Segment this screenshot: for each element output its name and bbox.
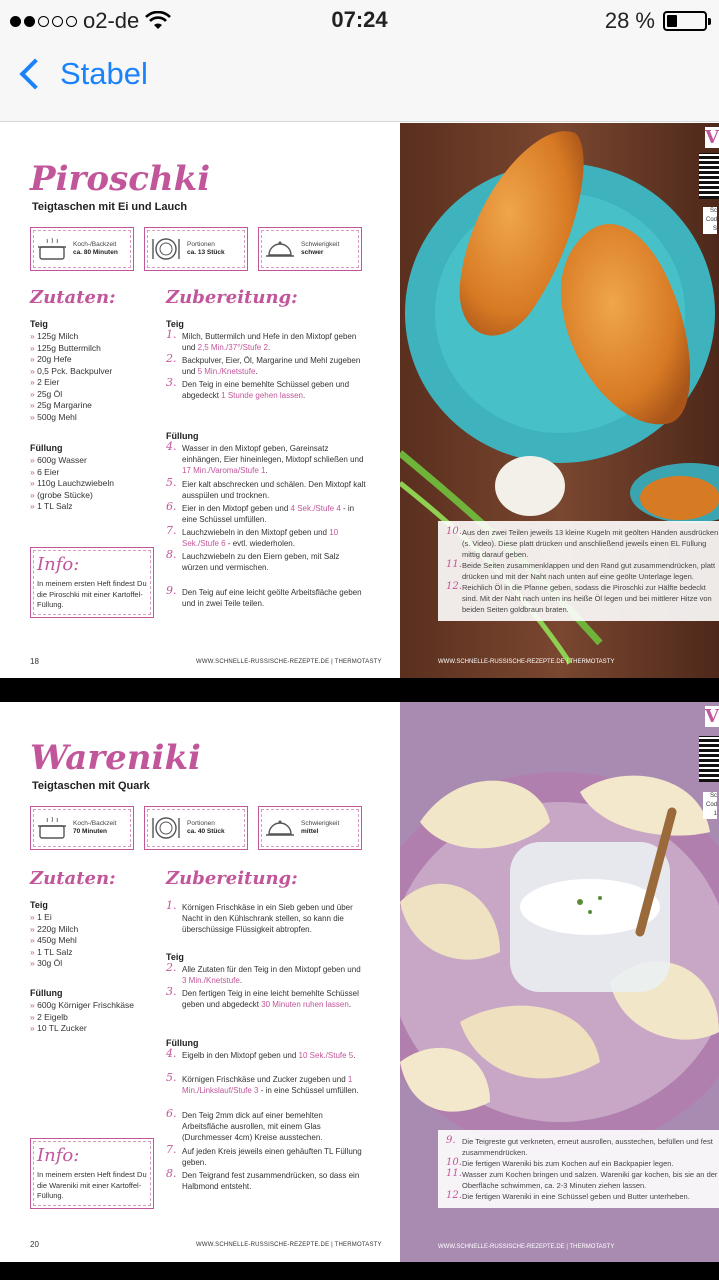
recipe-title: Wareniki <box>30 738 201 778</box>
ingredient-item: » 125g Milch <box>30 331 160 343</box>
ingredient-item: » 450g Mehl <box>30 935 160 947</box>
step-text-part: Den fertigen Teig in eine leicht bemehlte Schüssel geben und abgedeckt <box>182 989 359 1009</box>
step-number: 8. <box>166 548 177 561</box>
recipe-step <box>166 548 366 573</box>
step-text <box>182 479 366 501</box>
back-button[interactable] <box>14 56 148 92</box>
ingredient-item: » (grobe Stücke) <box>30 490 160 502</box>
step-number: 10. <box>446 526 462 537</box>
step-group-title: Teig <box>166 952 184 962</box>
step-text: Beide Seiten zusammenklappen und den Rand gut zusammendrücken, platt drücken und mit der Naht nach unten auf eine geölte Unterlage legen. <box>462 561 716 581</box>
step-text: Reichlich Öl in die Pfanne geben, sodass die Piroschki zur Hälfte bedeckt sind. Mit der Naht nach unten ins heiße Öl legen und bei mittlerer Hitze von beiden Seiten goldbraun braten. <box>462 583 712 614</box>
recipe-step <box>446 527 719 560</box>
recipe-step <box>166 376 366 401</box>
qr-caption-line: S <box>712 226 717 232</box>
qr-heading: V <box>705 706 719 727</box>
recipe-step <box>166 500 366 525</box>
recipe-step <box>446 1191 719 1202</box>
qr-code-icon[interactable] <box>699 153 719 199</box>
recipe-subtitle: Teigtaschen mit Ei und Lauch <box>32 201 188 213</box>
step-number: 11. <box>446 559 462 570</box>
info-box-portions <box>144 806 248 850</box>
qr-caption <box>703 207 717 234</box>
step-number: 12. <box>446 1190 462 1201</box>
ingredient-item: » 600g Wasser <box>30 455 160 467</box>
battery-percent: 28 % <box>604 8 655 33</box>
step-setting: 17 Min./Varoma/Stufe 1 <box>182 466 266 475</box>
step-number: 5. <box>166 1071 177 1084</box>
ingredient-item: » 0,5 Pck. Backpulver <box>30 366 160 378</box>
step-text-part: Den Teig 2mm dick auf einer bemehlten Arbeitsfläche ausrollen, mit einem Glas (Durchmesser 4cm) Kreise ausstechen. <box>182 1111 323 1142</box>
status-bar <box>0 0 719 40</box>
info-value: ca. 13 Stück <box>187 249 225 256</box>
step-text-part: Lauchzwiebeln in den Mixtopf geben und <box>182 528 330 537</box>
step-number: 4. <box>166 1047 177 1060</box>
step-number: 1. <box>166 899 177 912</box>
step-group-title: Füllung <box>166 431 199 441</box>
page-number: 20 <box>30 1240 39 1249</box>
info-box <box>30 547 154 618</box>
step-text <box>182 964 366 986</box>
step-number: 9. <box>166 584 177 597</box>
qr-caption-line: Cod <box>705 217 717 223</box>
step-number: 10. <box>446 1157 462 1168</box>
ingredient-item: » 1 TL Salz <box>30 501 160 513</box>
step-setting: 2,5 Min./37°/Stufe 2 <box>197 343 268 352</box>
info-value: 70 Minuten <box>73 828 107 835</box>
step-setting: 10 Sek./Stufe 6 <box>182 528 339 548</box>
ingredient-list <box>30 331 160 423</box>
step-number: 6. <box>166 500 177 513</box>
step-text-part: . <box>353 1051 356 1060</box>
ingredient-list <box>30 1000 160 1035</box>
step-text-part: . <box>239 976 243 985</box>
page-separator <box>0 1262 719 1280</box>
info-box-time <box>30 227 134 271</box>
info-value: mittel <box>301 828 319 835</box>
ingredient-item: » 220g Milch <box>30 924 160 936</box>
recipe-step <box>166 899 366 935</box>
info-value: schwer <box>301 249 324 256</box>
step-text-part: Körnigen Frischkäse in ein Sieb geben und über Nacht in den Kühlschrank stellen, so kann die überschüssige Flüssigkeit abtropfen. <box>182 903 353 934</box>
info-value: ca. 80 Minuten <box>73 249 118 256</box>
recipe-title: Piroschki <box>30 159 211 199</box>
step-number: 11. <box>446 1168 462 1179</box>
step-text <box>182 503 366 525</box>
step-text <box>182 551 366 573</box>
step-text <box>182 443 366 476</box>
ingredient-list <box>30 912 160 970</box>
recipe-photo-wareniki <box>400 702 719 1262</box>
step-number: 5. <box>166 476 177 489</box>
carrier-name: o2-de <box>83 8 140 33</box>
step-text-part: Den Teigrand fest zusammendrücken, so dass ein Halbmond entsteht. <box>182 1171 360 1191</box>
step-text <box>182 902 366 935</box>
step-text <box>182 1110 366 1143</box>
step-text <box>182 331 366 353</box>
step-text: Wasser zum Kochen bringen und salzen. Wareniki gar kochen, bis sie an der Oberfläche schwimmen, ca. 2-3 Minuten ziehen lassen. <box>462 1170 718 1190</box>
qr-caption-line: Sc <box>709 793 717 799</box>
step-text <box>182 527 366 549</box>
ingredient-item: » 10 TL Zucker <box>30 1023 160 1035</box>
qr-caption-line: Sc <box>709 208 717 214</box>
step-setting: 5 Min./Knetstufe <box>197 367 256 376</box>
ingredient-list <box>30 455 160 513</box>
pot-icon <box>37 236 67 262</box>
step-number: 6. <box>166 1107 177 1120</box>
plate-icon <box>151 236 181 262</box>
recipe-step <box>166 524 366 549</box>
step-text <box>182 1170 366 1192</box>
plate-icon <box>151 815 181 841</box>
step-number: 1. <box>166 328 177 341</box>
step-setting: 10 Sek./Stufe 5 <box>298 1051 354 1060</box>
recipe-page-piroschki <box>0 123 719 678</box>
step-text-part: Den Teig auf eine leicht geölte Arbeitsfläche geben und in zwei Teile teilen. <box>182 588 362 608</box>
recipe-step <box>166 961 366 986</box>
battery-level <box>667 15 677 27</box>
ingredient-item: » 500g Mehl <box>30 412 160 424</box>
step-text-part: Alle Zutaten für den Teig in den Mixtopf geben und <box>182 965 361 974</box>
ingredient-item: » 25g Margarine <box>30 400 160 412</box>
recipe-page-wareniki <box>0 702 719 1262</box>
step-number: 12. <box>446 581 462 592</box>
chevron-left-icon <box>19 58 50 89</box>
ingredients-heading: Zutaten: <box>30 868 116 889</box>
step-number: 8. <box>166 1167 177 1180</box>
ingredient-item: » 6 Eier <box>30 467 160 479</box>
ingredient-item: » 2 Eier <box>30 377 160 389</box>
step-text <box>182 587 366 609</box>
info-text: In meinem ersten Heft findest Du die Wareniki mit einer Kartoffel-Füllung. <box>37 1170 147 1200</box>
step-text-part: - in eine Schüssel umfüllen. <box>182 504 355 524</box>
battery-icon <box>663 11 707 31</box>
info-box-difficulty <box>258 806 362 850</box>
ingredient-item: » 1 TL Salz <box>30 947 160 959</box>
recipe-step <box>166 584 366 609</box>
step-text-part: Den Teig in eine bemehlte Schüssel geben und abgedeckt <box>182 380 350 400</box>
recipe-step <box>166 1107 366 1143</box>
step-text-part: Backpulver, Eier, Öl, Margarine und Mehl zugeben und <box>182 356 361 376</box>
step-setting: 4 Sek./Stufe 4 <box>290 504 341 513</box>
info-box-difficulty <box>258 227 362 271</box>
info-value: ca. 40 Stück <box>187 828 225 835</box>
step-text <box>182 1050 366 1061</box>
qr-caption-line: 1 <box>713 811 717 817</box>
recipe-step <box>166 440 366 476</box>
step-text <box>182 1074 366 1096</box>
ingredient-item: » 1 Ei <box>30 912 160 924</box>
info-label: Portionen <box>187 820 215 827</box>
info-heading: Info: <box>37 554 80 575</box>
step-text <box>182 379 366 401</box>
photo-footer: WWW.SCHNELLE-RUSSISCHE-REZEPTE.DE | THERMOTASTY <box>438 659 615 665</box>
page-number: 18 <box>30 657 39 666</box>
ingredient-item: » 2 Eigelb <box>30 1012 160 1024</box>
recipe-step <box>166 1143 366 1168</box>
step-setting: 3 Min./Knetstufe <box>182 976 240 985</box>
page-footer: WWW.SCHNELLE-RUSSISCHE-REZEPTE.DE | THERMOTASTY <box>196 659 382 665</box>
step-text-part: Wasser in den Mixtopf geben, Gareinsatz einhängen, Eier hineinlegen, Mixtopf schließen und <box>182 444 364 464</box>
step-text <box>182 1146 366 1168</box>
step-text: Die fertigen Wareniki bis zum Kochen auf ein Backpapier legen. <box>462 1159 674 1168</box>
clock: 07:24 <box>331 7 388 32</box>
step-text: Aus den zwei Teilen jeweils 13 kleine Kugeln mit geölten Händen ausdrücken (s. Video). Diese platt drücken und anschließend jeweils einen EL Füllung mittig darauf geben. <box>462 528 719 559</box>
cloche-icon <box>265 815 295 841</box>
ingredient-group-title: Teig <box>30 319 48 329</box>
recipe-step <box>446 1158 719 1169</box>
step-text-part: - in eine Schüssel umfüllen. <box>258 1086 359 1095</box>
step-text: Die Teigreste gut verkneten, erneut ausrollen, ausstechen, befüllen und fest zusammendrücken. <box>462 1137 713 1157</box>
step-text-part: Eigelb in den Mixtopf geben und <box>182 1051 299 1060</box>
info-box-portions <box>144 227 248 271</box>
step-number: 9. <box>446 1135 456 1146</box>
navigation-bar <box>0 40 719 122</box>
ingredient-item: » 25g Öl <box>30 389 160 401</box>
recipe-step <box>446 560 719 582</box>
step-text <box>182 988 366 1010</box>
preparation-heading: Zubereitung: <box>166 287 298 308</box>
recipe-info-row <box>30 806 362 850</box>
recipe-info-row <box>30 227 362 271</box>
recipe-step <box>166 1167 366 1192</box>
step-group-title: Teig <box>166 319 184 329</box>
info-heading: Info: <box>37 1145 80 1166</box>
ingredient-item: » 20g Hefe <box>30 354 160 366</box>
step-text-part: Lauchzwiebeln zu den Eiern geben, mit Salz würzen und vermischen. <box>182 552 340 572</box>
step-group-title: Füllung <box>166 1038 199 1048</box>
ingredient-group-title: Teig <box>30 900 48 910</box>
recipe-step <box>166 1071 366 1096</box>
recipe-step <box>166 328 366 353</box>
info-label: Koch-/Backzeit <box>73 241 117 248</box>
photo-steps-overlay <box>438 1130 719 1208</box>
ingredient-item: » 110g Lauchzwiebeln <box>30 478 160 490</box>
step-text-part: Eier kalt abschrecken und schälen. Den Mixtopf kalt ausspülen und trocknen. <box>182 480 366 500</box>
info-label: Koch-/Backzeit <box>73 820 117 827</box>
page-separator <box>0 678 719 702</box>
step-number: 2. <box>166 352 177 365</box>
recipe-step <box>166 1047 366 1061</box>
photo-footer: WWW.SCHNELLE-RUSSISCHE-REZEPTE.DE | THERMOTASTY <box>438 1244 615 1250</box>
info-text: In meinem ersten Heft findest Du die Piroschki mit einer Kartoffel-Füllung. <box>37 579 147 609</box>
recipe-subtitle: Teigtaschen mit Quark <box>32 780 150 792</box>
recipe-step <box>446 582 719 615</box>
step-text-part: Körnigen Frischkäse und Zucker zugeben und <box>182 1075 348 1084</box>
ingredient-group-title: Füllung <box>30 988 63 998</box>
info-box <box>30 1138 154 1209</box>
step-number: 3. <box>166 985 177 998</box>
ingredients-heading: Zutaten: <box>30 287 116 308</box>
step-text-part: . <box>348 1000 352 1009</box>
recipe-step <box>166 985 366 1010</box>
step-text-part: Milch, Buttermilch und Hefe in den Mixtopf geben und <box>182 332 357 352</box>
ingredient-group-title: Füllung <box>30 443 63 453</box>
step-number: 2. <box>166 961 177 974</box>
qr-code-icon[interactable] <box>699 736 719 782</box>
ingredient-item: » 30g Öl <box>30 958 160 970</box>
info-box-time <box>30 806 134 850</box>
recipe-photo-piroschki <box>400 123 719 678</box>
preparation-heading: Zubereitung: <box>166 868 298 889</box>
recipe-step <box>166 352 366 377</box>
step-number: 3. <box>166 376 177 389</box>
step-setting: 30 Minuten ruhen lassen <box>261 1000 349 1009</box>
page-footer: WWW.SCHNELLE-RUSSISCHE-REZEPTE.DE | THERMOTASTY <box>196 1242 382 1248</box>
step-text-part: . <box>255 367 258 376</box>
pot-icon <box>37 815 67 841</box>
ingredient-item: » 125g Buttermilch <box>30 343 160 355</box>
step-text-part: Eier in den Mixtopf geben und <box>182 504 291 513</box>
step-text-part: . <box>302 391 306 400</box>
back-button-label: Stabel <box>60 56 148 91</box>
step-number: 4. <box>166 440 177 453</box>
recipe-step <box>446 1136 719 1158</box>
step-number: 7. <box>166 524 177 537</box>
info-label: Schwierigkeit <box>301 241 340 248</box>
recipe-step <box>446 1169 719 1191</box>
photo-steps-overlay <box>438 521 719 621</box>
cloche-icon <box>265 236 295 262</box>
step-text-part: Auf jeden Kreis jeweils einen gehäuften TL Füllung geben. <box>182 1147 362 1167</box>
recipe-step <box>166 476 366 501</box>
step-text <box>182 355 366 377</box>
qr-heading: V <box>705 127 719 148</box>
info-label: Schwierigkeit <box>301 820 340 827</box>
step-text-part: - evtl. wiederholen. <box>225 539 295 548</box>
step-text: Die fertigen Wareniki in eine Schüssel geben und Butter unterheben. <box>462 1192 690 1201</box>
step-setting: 1 Stunde gehen lassen <box>221 391 303 400</box>
info-label: Portionen <box>187 241 215 248</box>
step-number: 7. <box>166 1143 177 1156</box>
step-setting: 1 Min./Linkslauf/Stufe 3 <box>182 1075 353 1095</box>
ingredient-item: » 600g Körniger Frischkäse <box>30 1000 160 1012</box>
step-text-part: . <box>265 466 268 475</box>
step-text-part: . <box>267 343 271 352</box>
qr-caption <box>703 792 717 819</box>
qr-caption-line: Cod <box>705 802 717 808</box>
